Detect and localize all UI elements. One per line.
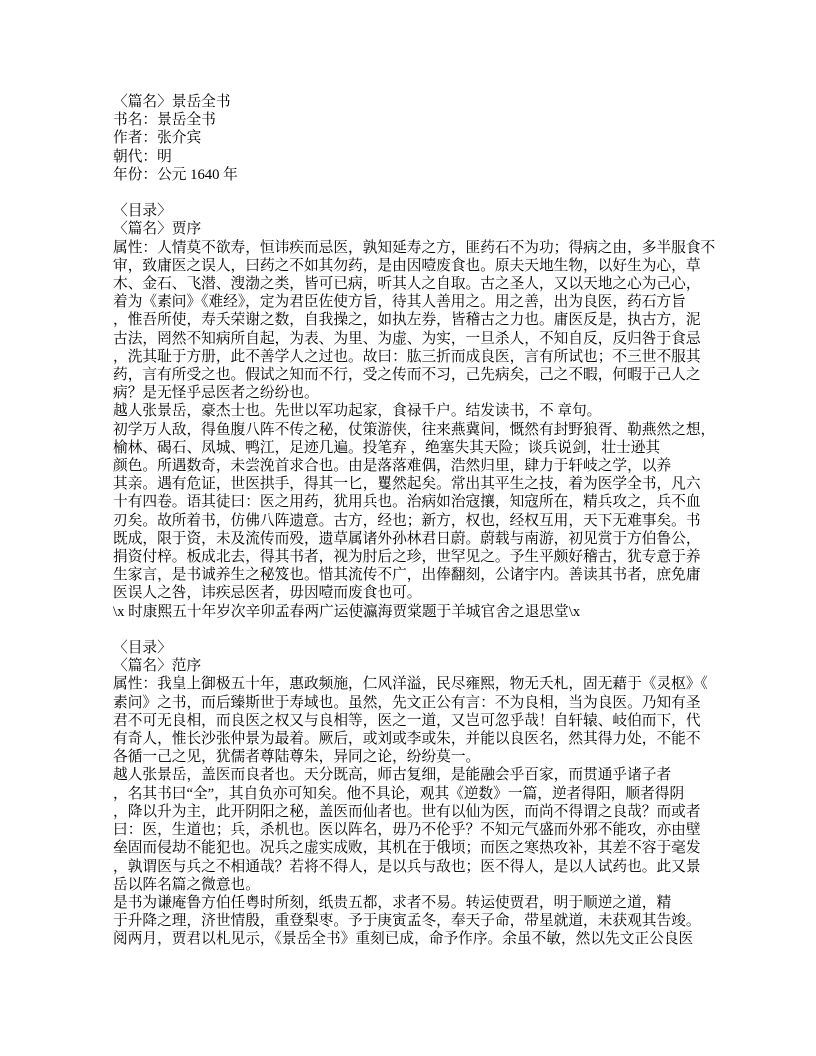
section-fan-xu-preface (113, 639, 728, 948)
text-line: ，降以升为主，此开阴阳之秘，盖医而仙者也。世有以仙为医，而尚不得谓之良哉？而或者 (113, 803, 701, 820)
text-line: 初学万人敌，得鱼腹八阵不传之秘，仗策游侠，往来燕冀间，慨然有封野狼胥、勒燕然之想， (113, 421, 716, 438)
text-line: 既成，限于资，未及流传而殁，遗草属诸外孙林君日蔚。蔚载与南游，初见赏于方伯鲁公， (113, 530, 701, 547)
text-line: ，名其书曰“全”，其自负亦可知矣。他不具论，观其《逆数》一篇，逆者得阳，顺者得阴 (113, 785, 685, 802)
text-line: 〈篇名〉景岳全书 (113, 94, 231, 110)
text-line: 君不可无良相，而良医之权又与良相等，医之一道，又岂可忽乎哉！自轩辕、岐伯而下，代 (113, 712, 701, 729)
text-line: 有奇人，惟长沙张仲景为最着。厥后，或刘或李或朱，并能以良医名，然其得力处，不能不 (113, 731, 701, 748)
text-line: 药，言有所受之也。假试之知而不行，受之传而不习，己先病矣，己之不暇，何暇于己人之 (113, 367, 701, 384)
text-line: 各循一己之见，犹儒者尊陆尊朱，异同之论，纷纷莫一。 (113, 749, 481, 766)
document-header (113, 93, 728, 184)
text-line: 捐资付梓。板成北去，得其书者，视为肘后之珍，世罕见之。予生平颇好稽古，犹专意于养 (113, 549, 701, 566)
text-line: 〈目录〉 (113, 203, 172, 220)
text-line: 属性：我皇上御极五十年，惠政频施，仁风洋溢，民尽雍熙，物无夭札，固无藉于《灵枢》《 (113, 676, 708, 693)
text-line: 朝代：明 (113, 148, 172, 165)
section-jia-xu-preface (113, 202, 728, 621)
text-line: \x 时康熙五十年岁次辛卯孟春两广运使瀛海贾棠题于羊城官舍之退思堂\x (113, 603, 581, 620)
text-line: 年份：公元 1640 年 (113, 166, 238, 183)
text-line: ，孰谓医与兵之不相通哉？若将不得人，是以兵与敌也；医不得人，是以人试药也。此又景 (113, 858, 701, 875)
text-line: 审，致庸医之误人，曰药之不如其勿药，是由因噎废食也。原夫天地生物，以好生为心，草 (113, 257, 701, 274)
text-line: 阅两月，贾君以札见示，《景岳全书》重刻已成，命予作序。余虽不敏，然以先文正公良医 (113, 931, 694, 948)
text-line: ，洗其耻于方册，此不善学人之过也。故曰：肱三折而成良医，言有所试也；不三世不服其 (113, 348, 701, 365)
text-line: 越人张景岳，盖医而良者也。天分既高，师古复细，是能融会乎百家，而贯通乎诸子者 (113, 767, 672, 784)
text-line: 病？是无怪乎忌医者之纷纷也。 (113, 385, 319, 402)
text-line: 〈篇名〉范序 (113, 658, 202, 675)
text-line: 生家言，是书诚养生之秘笈也。惜其流传不广，出俸翻刻，公诸宇内。善读其书者，庶免庸 (113, 567, 701, 584)
text-line: 医误人之咎，讳疾忌医者，毋因噎而废食也可。 (113, 585, 422, 602)
text-line: 榆林、碣石、凤城、鸭江，足迹几遍。投笔弃 ，绝塞失其天险；谈兵说剑，壮士逊其 (113, 439, 661, 456)
text-line: 书名：景岳全书 (113, 112, 216, 129)
text-line: 垒固而侵劫不能犯也。况兵之虚实成败，其机在于俄顷；而医之寒热攻补，其差不容于毫发 (113, 840, 701, 857)
text-line: 曰：医，生道也；兵，杀机也。医以阵名，毋乃不伦乎？不知元气盛而外邪不能攻，亦由壁 (113, 822, 701, 839)
text-line: 作者：张介宾 (113, 130, 202, 147)
text-line: 属性：人情莫不欲寿，恒讳疾而忌医，孰知延寿之方，匪药石不为功；得病之由，多半服食不 (113, 239, 716, 256)
text-line: 是书为谦庵鲁方伯任粤时所刻，纸贵五都，求者不易。转运使贾君，明于顺逆之道，精 (113, 894, 672, 911)
text-line: 岳以阵名篇之微意也。 (113, 876, 260, 893)
text-line: 刃矣。故所着书，仿佛八阵遗意。古方，经也；新方，权也，经权互用，天下无难事矣。书 (113, 512, 701, 529)
text-line: 颜色。所遇数奇，未尝浼首求合也。由是落落难偶，浩然归里，肆力于轩岐之学，以养 (113, 458, 672, 475)
text-line: 其亲。遇有危证，世医拱手，得其一匕，矍然起矣。常出其平生之技，着为医学全书，凡六 (113, 476, 701, 493)
text-line: 古法，罔然不知病所自起，为表、为里、为虚、为实，一旦杀人，不知自反，反归咎于食忌 (113, 330, 701, 347)
text-line: 素问》之书，而后臻斯世于寿域也。虽然，先文正公有言：不为良相，当为良医。乃知有圣 (113, 694, 701, 711)
text-line: 于升降之理，济世情殷，重登梨枣。予于庚寅孟冬，奉天子命，带星就道，未获观其告竣。 (113, 913, 701, 930)
text-line: ，惟吾所使，寿夭荣谢之数，自我操之，如执左券，皆稽古之力也。庸医反是，执古方，泥 (113, 312, 701, 329)
text-line: 十有四卷。语其徒曰：医之用药，犹用兵也。治病如治寇攘，知寇所在，精兵攻之，兵不血 (113, 494, 701, 511)
text-line: 着为《素问》《难经》，定为君臣佐使方旨，待其人善用之。用之善，出为良医，药石方旨 (113, 294, 686, 311)
text-line: 〈篇名〉贾序 (113, 221, 202, 238)
text-line: 木、金石、飞潜、溲渤之类，皆可已病，听其人之自取。古之圣人，又以天地之心为己心， (113, 276, 701, 293)
text-line: 越人张景岳，豪杰士也。先世以军功起家，食禄千户。结发读书，不 章句。 (113, 403, 602, 420)
text-line: 〈目录〉 (113, 640, 172, 657)
